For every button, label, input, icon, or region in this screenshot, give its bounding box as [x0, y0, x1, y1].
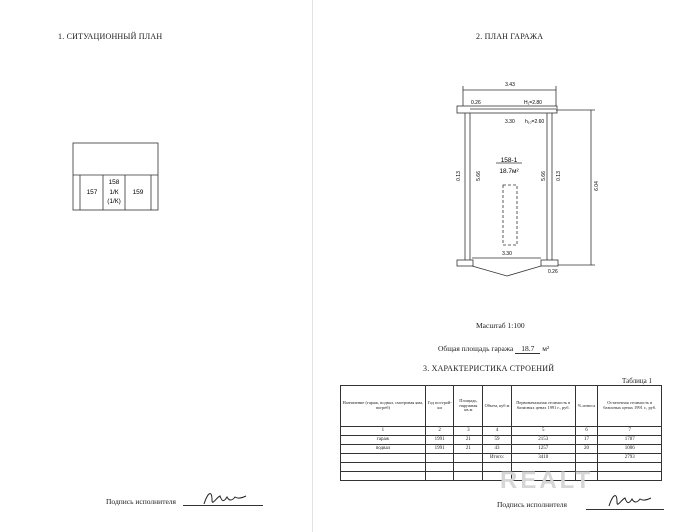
cell — [598, 472, 662, 481]
table-row — [341, 436, 662, 445]
cell: 20 — [575, 445, 598, 454]
garage-plan-title: 2. ПЛАН ГАРАЖА — [476, 32, 544, 41]
total-area-row — [438, 344, 549, 354]
th-initial-cost: Первоначальная стоимость в базисных ценах 1991 г., руб. — [511, 386, 575, 427]
colnum: 2 — [425, 427, 454, 436]
scale-label: Масштаб 1:100 — [476, 321, 525, 330]
cell — [598, 463, 662, 472]
dim-left-wall: 0.13 — [456, 171, 462, 181]
colnum: 1 — [341, 427, 426, 436]
cell: 17 — [575, 436, 598, 445]
colnum: 6 — [575, 427, 598, 436]
colnum: 3 — [454, 427, 483, 436]
dim-right-wall: 0.13 — [556, 171, 562, 181]
total-area-label: Общая площадь гаража — [438, 344, 514, 353]
dim-width-top: 3.43 — [505, 82, 515, 88]
cell — [341, 454, 426, 463]
dim-bottom-inner: 3.30 — [502, 251, 512, 257]
cell — [575, 454, 598, 463]
dim-right-inner: 5.66 — [541, 171, 547, 181]
table-label: Таблица 1 — [622, 377, 652, 385]
left-signature-label: Подпись исполнителя — [106, 497, 176, 506]
cell: 21 — [454, 436, 483, 445]
cell — [425, 454, 454, 463]
total-area-value: 18.7 — [515, 344, 540, 354]
cell: гараж — [341, 436, 426, 445]
cell: 2153 — [511, 436, 575, 445]
cell: подвал — [341, 445, 426, 454]
total-label: Итого: — [483, 454, 512, 463]
cell: 1991 — [425, 436, 454, 445]
section3-title: 3. ХАРАКТЕРИСТИКА СТРОЕНИЙ — [423, 364, 555, 373]
cell: 1991 — [425, 445, 454, 454]
th-wear: % износа — [575, 386, 598, 427]
lot-157: 157 — [86, 189, 98, 196]
cell: 1257 — [511, 445, 575, 454]
th-purpose: Назначение (гараж, подвал, смотровая яма, погреб) — [341, 386, 426, 427]
lot-159: 159 — [132, 189, 144, 196]
watermark: REALT — [500, 467, 594, 494]
cell — [341, 472, 426, 481]
dim-left-inner: 5.66 — [476, 171, 482, 181]
lot-158-sub: 1/К — [109, 189, 119, 196]
cell: 1787 — [598, 436, 662, 445]
cell: 59 — [483, 436, 512, 445]
right-signature — [605, 490, 655, 512]
dim-wall-bottom: 0.26 — [548, 269, 558, 275]
dim-h2: h₁₀=2.60 — [525, 119, 545, 125]
th-area: Площадь, наружная кв.м — [454, 386, 483, 427]
lot-158-sub2: (1/К) — [107, 198, 121, 205]
cell: 43 — [483, 445, 512, 454]
colnum: 5 — [511, 427, 575, 436]
cell — [341, 463, 426, 472]
dim-total-length: 6.04 — [594, 181, 600, 191]
lot-158: 158 — [108, 179, 120, 186]
th-residual-cost: Остаточная стоимость в базисных ценах 1991 г., руб. — [598, 386, 662, 427]
room-label: 158-1 — [500, 157, 518, 164]
total-residual: 2793 — [598, 454, 662, 463]
dim-inner-width: 3.30 — [505, 119, 515, 125]
total-cost: 3410 — [511, 454, 575, 463]
table-colnum-row — [341, 427, 662, 436]
table-row — [341, 445, 662, 454]
room-area: 18.7м² — [499, 168, 519, 175]
total-area-unit: м² — [542, 344, 550, 353]
cell — [425, 463, 454, 472]
dim-h1: H₁=2.80 — [524, 100, 542, 106]
right-signature-label: Подпись исполнителя — [497, 500, 567, 509]
cell — [425, 472, 454, 481]
cell: 1006 — [598, 445, 662, 454]
cell — [454, 454, 483, 463]
th-volume: Объем, куб.м — [483, 386, 512, 427]
cell — [454, 472, 483, 481]
dim-wall-top: 0.26 — [471, 100, 481, 106]
table-total-row — [341, 454, 662, 463]
cell: 21 — [454, 445, 483, 454]
th-year: Год построй-ки — [425, 386, 454, 427]
colnum: 7 — [598, 427, 662, 436]
cell — [454, 463, 483, 472]
table-header-row — [341, 386, 662, 427]
colnum: 4 — [483, 427, 512, 436]
situation-plan-title: 1. СИТУАЦИОННЫЙ ПЛАН — [58, 32, 163, 41]
